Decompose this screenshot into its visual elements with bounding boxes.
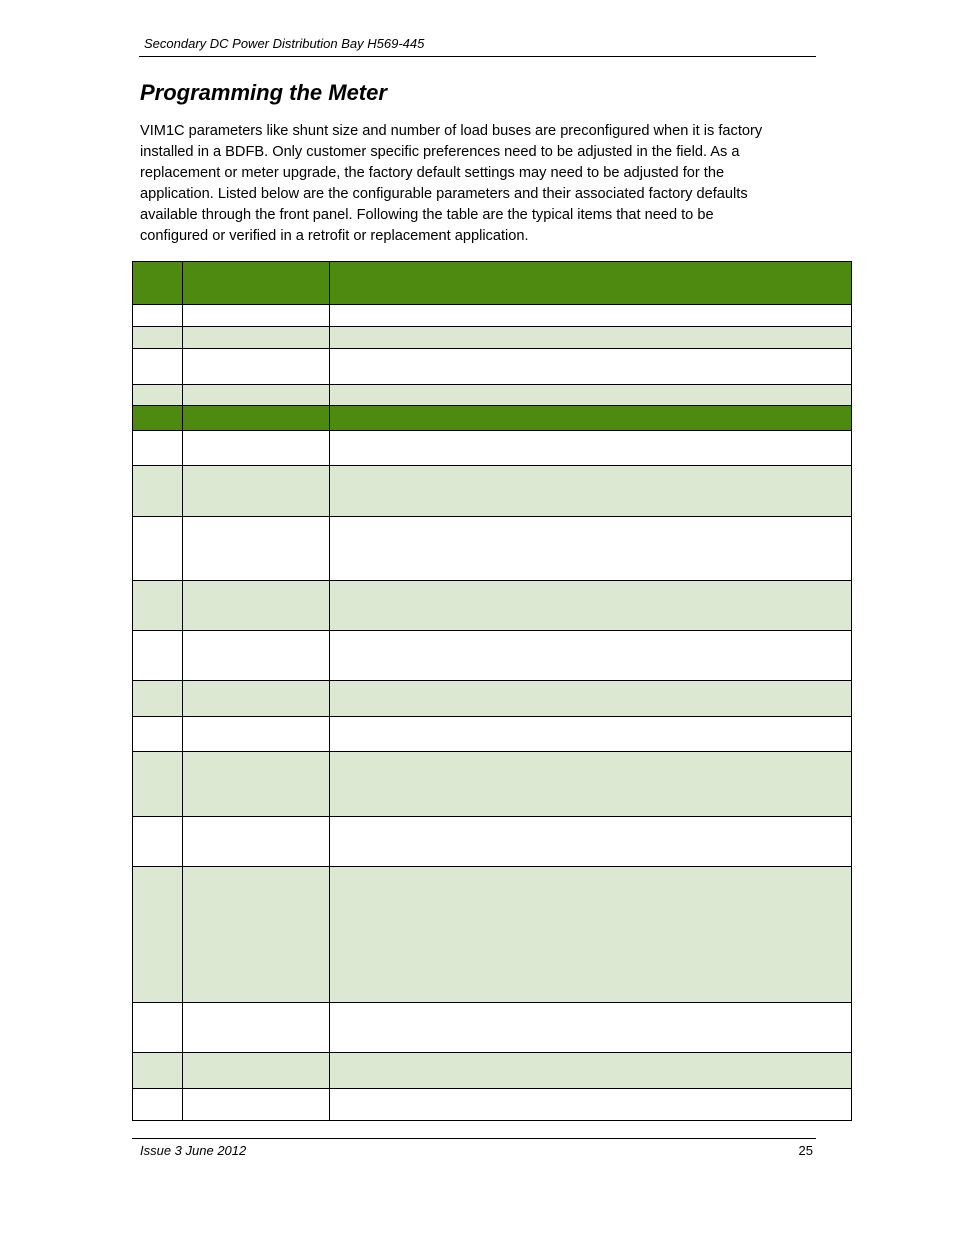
- table-cell: [133, 1003, 183, 1053]
- table-cell: [133, 327, 183, 349]
- table-cell: [183, 406, 330, 431]
- table-cell: [330, 752, 852, 817]
- table-cell: [133, 262, 183, 305]
- table-cell: [183, 681, 330, 717]
- table-cell: [330, 1089, 852, 1121]
- table-cell: [183, 1003, 330, 1053]
- table-cell: [133, 466, 183, 517]
- table-cell: [330, 1003, 852, 1053]
- table-cell: [133, 867, 183, 1003]
- table-cell: [183, 517, 330, 581]
- table-cell: [330, 631, 852, 681]
- intro-line: installed in a BDFB. Only customer specific preferences need to be adjusted in the field. As a: [140, 144, 740, 160]
- table-cell: [183, 817, 330, 867]
- table-row: [133, 817, 852, 867]
- table-row: [133, 349, 852, 385]
- table-cell: [183, 1089, 330, 1121]
- table-cell: [183, 431, 330, 466]
- section-title: Programming the Meter: [140, 80, 387, 105]
- table-cell: [330, 581, 852, 631]
- table-cell: [183, 752, 330, 817]
- table-cell: [133, 431, 183, 466]
- table-row: [133, 431, 852, 466]
- table-cell: [183, 867, 330, 1003]
- table-cell: [183, 466, 330, 517]
- table-cell: [133, 717, 183, 752]
- table-cell: [183, 385, 330, 406]
- parameters-table-body: [133, 262, 852, 1121]
- table-cell: [330, 817, 852, 867]
- table-cell: [133, 517, 183, 581]
- table-cell: [133, 681, 183, 717]
- intro-line: VIM1C parameters like shunt size and number of load buses are preconfigured when it is factory: [140, 123, 763, 139]
- table-header-row: [133, 406, 852, 431]
- footer-issue: Issue 3 June 2012: [140, 1143, 247, 1158]
- table-cell: [330, 431, 852, 466]
- table-cell: [330, 406, 852, 431]
- table-row: [133, 305, 852, 327]
- table-row: [133, 1003, 852, 1053]
- table-cell: [183, 305, 330, 327]
- table-cell: [183, 1053, 330, 1089]
- table-row: [133, 631, 852, 681]
- page-number: 25: [798, 1143, 813, 1158]
- table-cell: [330, 1053, 852, 1089]
- table-row: [133, 581, 852, 631]
- header-rule: [139, 56, 816, 57]
- table-cell: [330, 305, 852, 327]
- table-row: [133, 752, 852, 817]
- table-cell: [330, 717, 852, 752]
- table-cell: [133, 817, 183, 867]
- table-cell: [330, 327, 852, 349]
- table-row: [133, 867, 852, 1003]
- table-cell: [330, 517, 852, 581]
- table-cell: [133, 1053, 183, 1089]
- table-cell: [133, 631, 183, 681]
- footer-rule: [132, 1138, 816, 1139]
- table-cell: [133, 349, 183, 385]
- table-row: [133, 681, 852, 717]
- intro-line: configured or verified in a retrofit or replacement application.: [140, 228, 529, 244]
- table-row: [133, 717, 852, 752]
- table-row: [133, 327, 852, 349]
- table-cell: [133, 1089, 183, 1121]
- table-cell: [330, 349, 852, 385]
- table-row: [133, 1053, 852, 1089]
- table-cell: [133, 752, 183, 817]
- table-cell: [330, 262, 852, 305]
- table-row: [133, 385, 852, 406]
- table-cell: [330, 385, 852, 406]
- table-cell: [330, 466, 852, 517]
- intro-line: replacement or meter upgrade, the factory default settings may need to be adjusted for the: [140, 165, 725, 181]
- table-cell: [183, 581, 330, 631]
- intro-line: application. Listed below are the configurable parameters and their associated factory defaults: [140, 186, 748, 202]
- table-cell: [330, 867, 852, 1003]
- table-cell: [133, 385, 183, 406]
- table-cell: [133, 581, 183, 631]
- table-cell: [183, 631, 330, 681]
- table-row: [133, 1089, 852, 1121]
- table-row: [133, 466, 852, 517]
- table-cell: [183, 327, 330, 349]
- parameters-table: [132, 261, 852, 1121]
- intro-paragraph: [140, 121, 816, 247]
- table-cell: [183, 262, 330, 305]
- table-header-row: [133, 262, 852, 305]
- table-cell: [330, 681, 852, 717]
- table-row: [133, 517, 852, 581]
- table-cell: [133, 406, 183, 431]
- table-cell: [183, 717, 330, 752]
- intro-line: available through the front panel. Following the table are the typical items that need to be: [140, 207, 714, 223]
- running-header: Secondary DC Power Distribution Bay H569-445: [144, 36, 425, 51]
- table-cell: [133, 305, 183, 327]
- table-cell: [183, 349, 330, 385]
